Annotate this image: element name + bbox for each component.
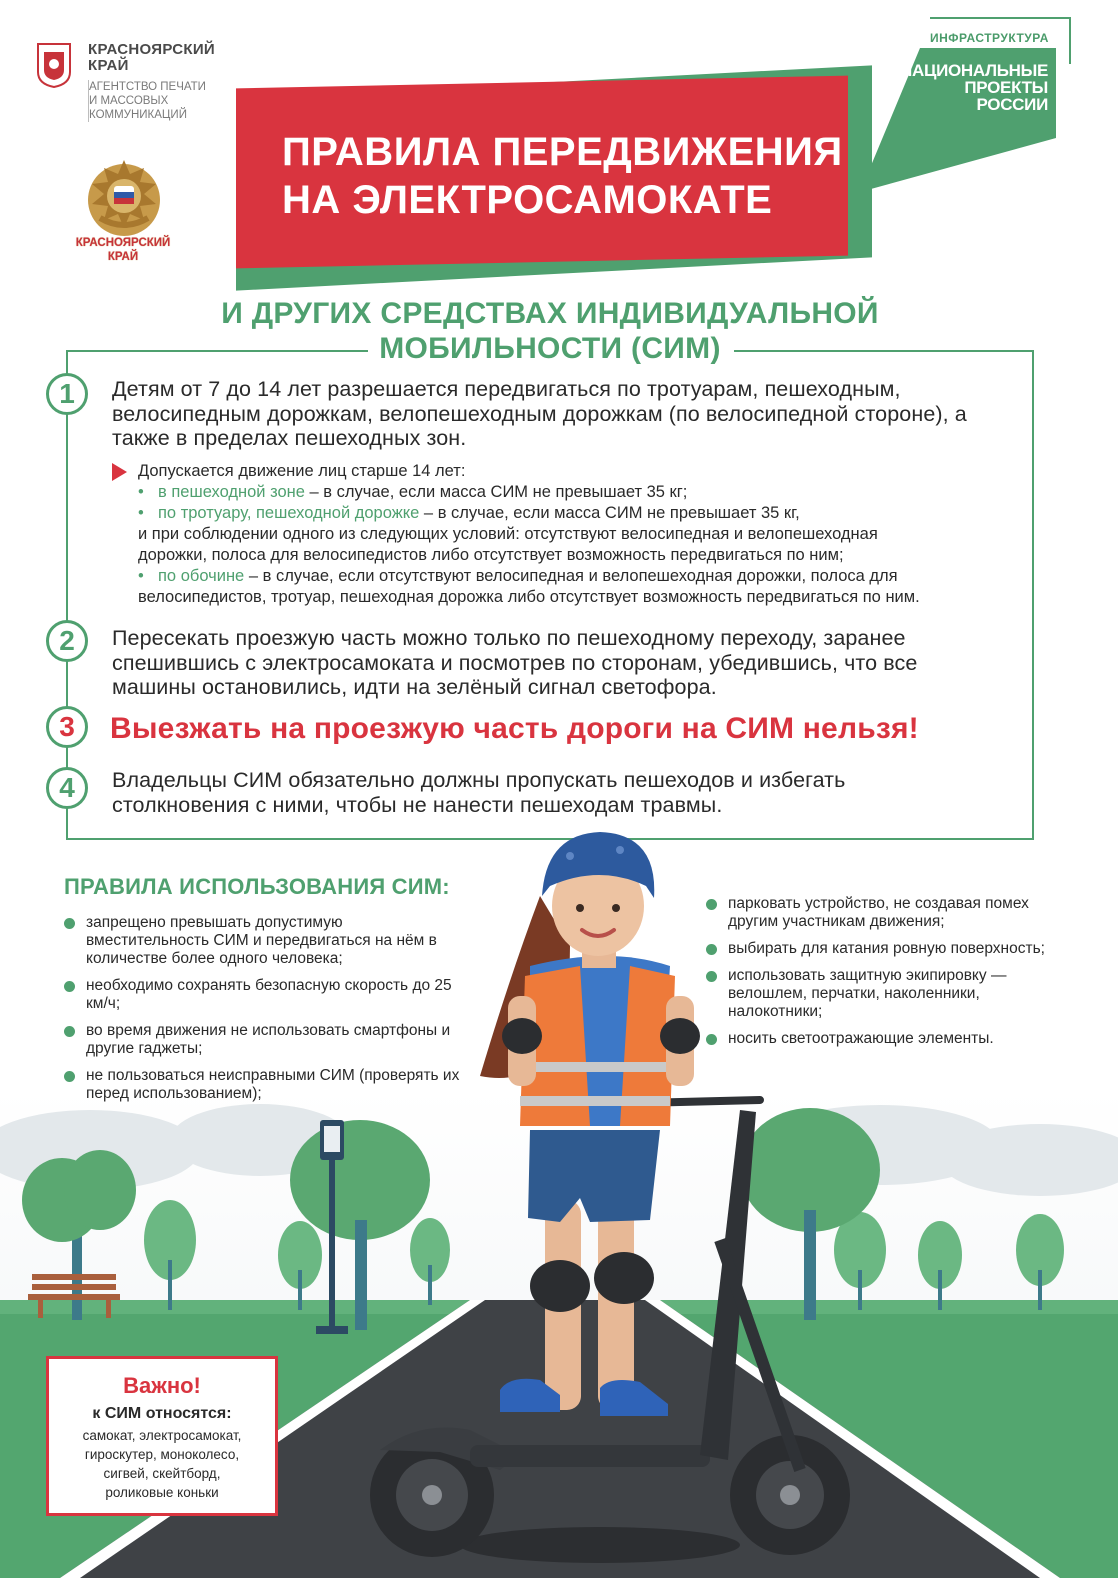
usage-item	[64, 977, 464, 1013]
bullet-icon	[706, 1034, 717, 1045]
usage-rules-right	[706, 895, 1066, 1057]
details-continuation-3: велосипедистов, тротуар, пешеходная дорожка либо отсутствует возможность передвигаться по ним.	[138, 588, 920, 606]
national-projects-text: НАЦИОНАЛЬНЫЕ ПРОЕКТЫ РОССИИ	[900, 61, 1048, 114]
important-subtitle: к СИМ относятся:	[92, 1405, 232, 1422]
usage-item-text: запрещено превышать допустимую вместительность СИМ и передвигаться на нём в количестве более одного человека;	[86, 914, 437, 967]
details-item-3-text: – в случае, если отсутствуют велосипедная и велопешеходная дорожки, полоса для	[244, 567, 898, 585]
bullet-icon	[706, 899, 717, 910]
usage-item-text: использовать защитную экипировку — велошлем, перчатки, наколенники, налокотники;	[728, 967, 1007, 1020]
rule-1-text: Детям от 7 до 14 лет разрешается передвигаться по тротуарам, пешеходным, велосипедным дорожкам, велопешеходным дорожкам (по велосипедной стороне), а также в пределах пешеходных зон.	[112, 377, 967, 450]
details-item-3: • по обочине – в случае, если отсутствуют велосипедная и велопешеходная дорожки, полоса для	[138, 567, 898, 585]
bullet-icon	[64, 1071, 75, 1082]
usage-item-text: выбирать для катания ровную поверхность;	[728, 940, 1045, 957]
usage-item	[706, 1030, 1066, 1048]
krasnoyarsk-krai-logo	[36, 42, 236, 126]
details-item-1-text: – в случае, если масса СИМ не превышает 35 кг;	[304, 483, 688, 501]
details-item-2: • по тротуару, пешеходной дорожке – в случае, если масса СИМ не превышает 35 кг,	[138, 504, 800, 522]
details-item-2-highlight: по тротуару, пешеходной дорожке	[158, 504, 420, 522]
rule-number-4: 4	[46, 767, 88, 809]
usage-item-text: носить светоотражающие элементы.	[728, 1030, 994, 1047]
usage-item	[64, 1022, 464, 1058]
rule-number-2: 2	[46, 620, 88, 662]
rule-number-1: 1	[46, 373, 88, 415]
subtitle-line-1-overlay: И ДРУГИХ СРЕДСТВАХ ИНДИВИДУАЛЬНОЙ	[221, 297, 879, 330]
bullet-icon	[64, 981, 75, 992]
usage-item	[706, 895, 1066, 931]
details-item-1: • в пешеходной зоне – в случае, если масса СИМ не превышает 35 кг;	[138, 483, 688, 501]
usage-rules-left	[64, 914, 464, 1112]
rule-1-details	[138, 461, 1028, 608]
details-continuation-2: дорожки, полоса для велосипедистов либо отсутствует возможность передвигаться по ним;	[138, 546, 844, 564]
details-item-3-highlight: по обочине	[158, 567, 245, 585]
bullet-icon	[64, 918, 75, 929]
agency-name: АГЕНТСТВО ПЕЧАТИ И МАССОВЫХ КОММУНИКАЦИЙ	[89, 81, 206, 121]
usage-item-text: необходимо сохранять безопасную скорость до 25 км/ч;	[86, 977, 452, 1012]
details-item-1-highlight: в пешеходной зоне	[158, 483, 305, 501]
gibdd-caption: КРАСНОЯРСКИЙ КРАЙ	[75, 237, 171, 263]
bullet-icon	[706, 971, 717, 982]
page-subtitle-overlay	[220, 296, 880, 366]
infrastructure-label: ИНФРАСТРУКТУРА	[930, 31, 1049, 45]
details-intro: Допускается движение лиц старше 14 лет:	[138, 462, 466, 480]
details-item-2-text: – в случае, если масса СИМ не превышает 35 кг,	[419, 504, 800, 522]
arrow-icon	[112, 463, 127, 481]
bullet-icon	[706, 944, 717, 955]
rule-3-text: Выезжать на проезжую часть дороги на СИМ нельзя!	[110, 712, 919, 745]
usage-item-text: во время движения не использовать смартфоны и другие гаджеты;	[86, 1022, 451, 1057]
rule-number-3: 3	[46, 706, 88, 748]
usage-item	[706, 967, 1066, 1021]
usage-item	[64, 1067, 464, 1103]
rule-4-text: Владельцы СИМ обязательно должны пропускать пешеходов и избегать столкновения с ними, чтобы не нанести пешеходам травмы.	[112, 768, 846, 817]
bullet-icon	[64, 1026, 75, 1037]
usage-item-text: парковать устройство, не создавая помех другим участникам движения;	[728, 895, 1029, 930]
details-continuation-1: и при соблюдении одного из следующих условий: отсутствуют велосипедная и велопешеходная	[138, 525, 878, 543]
usage-item	[706, 940, 1066, 958]
usage-item	[64, 914, 464, 968]
rule-2-text: Пересекать проезжую часть можно только по пешеходному переходу, заранее спешившись с электросамоката и посмотрев по сторонам, убедившись, что все машины остановились, идти на зелёный сигнал светофора.	[112, 626, 918, 699]
page-title: ПРАВИЛА ПЕРЕДВИЖЕНИЯ НА ЭЛЕКТРОСАМОКАТЕ	[282, 130, 843, 222]
usage-rules-title: ПРАВИЛА ИСПОЛЬЗОВАНИЯ СИМ:	[64, 874, 450, 899]
coat-of-arms-icon	[36, 42, 72, 88]
subtitle-line-2-overlay: МОБИЛЬНОСТИ (СИМ)	[379, 332, 721, 365]
important-box	[46, 1356, 278, 1516]
important-title: Важно!	[123, 1373, 201, 1398]
usage-item-text: не пользоваться неисправными СИМ (проверять их перед использованием);	[86, 1067, 460, 1102]
important-text: самокат, электросамокат, гироскутер, моноколесо, сигвей, скейтборд, роликовые коньки	[82, 1428, 242, 1500]
region-title: КРАСНОЯРСКИЙ КРАЙ	[88, 41, 215, 74]
